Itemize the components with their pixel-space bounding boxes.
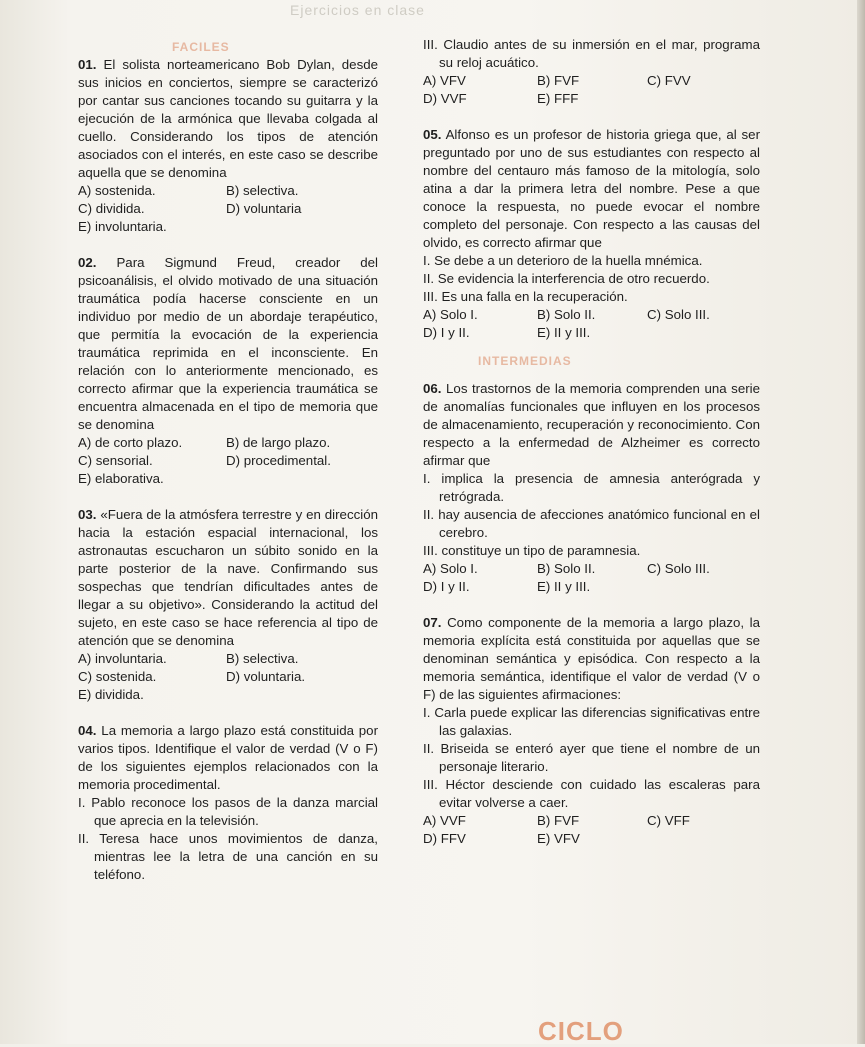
option-b[interactable]: B) FVF: [537, 813, 580, 828]
option-c[interactable]: C) Solo III.: [647, 561, 710, 576]
option-e[interactable]: E) involuntaria.: [78, 219, 167, 234]
statement-1: I. implica la presencia de amnesia anterógrada y retrógrada.: [423, 471, 760, 504]
option-a[interactable]: A) de corto plazo.: [78, 435, 183, 450]
option-b[interactable]: B) FVF: [537, 73, 580, 88]
option-e[interactable]: E) VFV: [537, 831, 580, 846]
option-d[interactable]: D) voluntaria: [226, 201, 302, 216]
question-number: 01.: [78, 57, 97, 72]
ciclo-logo: CICLO: [538, 1016, 624, 1046]
question-number: 02.: [78, 255, 97, 270]
statement-3: III. Es una falla en la recuperación.: [423, 289, 628, 304]
question-number: 07.: [423, 615, 442, 630]
option-d[interactable]: D) VVF: [423, 91, 467, 106]
option-e[interactable]: E) elaborativa.: [78, 471, 164, 486]
right-column: [423, 36, 760, 848]
option-b[interactable]: B) selectiva.: [226, 183, 299, 198]
option-c[interactable]: C) Solo III.: [647, 307, 710, 322]
question-03: [78, 506, 378, 704]
faded-header: Ejercicios en clase: [290, 2, 425, 18]
option-d[interactable]: D) FFV: [423, 831, 466, 846]
question-04: [78, 722, 378, 884]
option-a[interactable]: A) Solo I.: [423, 561, 478, 576]
option-d[interactable]: D) procedimental.: [226, 453, 331, 468]
option-a[interactable]: A) Solo I.: [423, 307, 478, 322]
left-column: [78, 56, 378, 884]
statement-1: I. Se debe a un deterioro de la huella mnémica.: [423, 253, 703, 268]
option-a[interactable]: A) involuntaria.: [78, 651, 167, 666]
statement-2: II. Se evidencia la interferencia de otro recuerdo.: [423, 271, 710, 286]
option-d[interactable]: D) voluntaria.: [226, 669, 306, 684]
question-stem: Para Sigmund Freud, creador del psicoanálisis, el olvido motivado de una situación traumática podía hacerse consciente en un individuo por medio de un abordaje terapéutico, que permitía la evocación de la experiencia traumática reprimida en el inconsciente. En relación con lo anteriormente mencionado, es correcto afirmar que la experiencia traumática se encuentra almacenada en el tipo de memoria que se denomina: [78, 255, 378, 432]
statement-3: III. Héctor desciende con cuidado las escaleras para evitar volverse a caer.: [423, 777, 760, 810]
statement-1: I. Pablo reconoce los pasos de la danza marcial que aprecia en la televisión.: [78, 795, 378, 828]
question-stem: El solista norteamericano Bob Dylan, desde sus inicios en conciertos, siempre se caracterizó por cantar sus canciones tocando su guitarra y la ejecución de la armónica que llevaba colgada al cuello. Considerando los tipos de atención asociados con el interés, en este caso se describe aquella que se denomina: [78, 57, 379, 180]
option-d[interactable]: D) I y II.: [423, 579, 470, 594]
option-d[interactable]: D) I y II.: [423, 325, 470, 340]
statement-2: II. Briseida se enteró ayer que tiene el nombre de un personaje literario.: [423, 741, 760, 774]
option-c[interactable]: C) sostenida.: [78, 669, 157, 684]
question-number: 03.: [78, 507, 97, 522]
question-07: [423, 614, 760, 848]
option-b[interactable]: B) Solo II.: [537, 561, 596, 576]
question-01: [78, 56, 378, 236]
option-a[interactable]: A) sostenida.: [78, 183, 156, 198]
statement-2: II. hay ausencia de afecciones anatómico funcional en el cerebro.: [423, 507, 760, 540]
question-stem: Alfonso es un profesor de historia griega que, al ser preguntado por uno de sus estudiantes con respecto al nombre del centauro más famoso de la mitología, solo atina a dar la primera letra del nombre. Pese a que conoce la respuesta, no puede evocar el nombre completo del personaje. Con respecto a las causas del olvido, es correcto afirmar que: [423, 127, 760, 250]
question-stem: Los trastornos de la memoria comprenden una serie de anomalías funcionales que influyen en los procesos de almacenamiento, recuperación y reconocimiento. Con respecto a la enfermedad de Alzheimer es correcto afirmar que: [423, 381, 760, 468]
option-c[interactable]: C) FVV: [647, 73, 691, 88]
statement-1: I. Carla puede explicar las diferencias significativas entre las galaxias.: [423, 705, 760, 738]
page-edge-shadow: [857, 0, 865, 1044]
question-number: 05.: [423, 127, 442, 142]
statement-3: III. constituye un tipo de paramnesia.: [423, 543, 641, 558]
option-e[interactable]: E) FFF: [537, 91, 579, 106]
section-label-intermediate: INTERMEDIAS: [478, 354, 572, 368]
option-b[interactable]: B) selectiva.: [226, 651, 299, 666]
option-a[interactable]: A) VVF: [423, 813, 466, 828]
question-02: [78, 254, 378, 488]
option-c[interactable]: C) sensorial.: [78, 453, 153, 468]
question-stem: La memoria a largo plazo está constituida por varios tipos. Identifique el valor de verdad (V o F) de los siguientes ejemplos relacionados con la memoria procedimental.: [78, 723, 378, 792]
option-c[interactable]: C) dividida.: [78, 201, 145, 216]
question-number: 04.: [78, 723, 97, 738]
option-b[interactable]: B) de largo plazo.: [226, 435, 331, 450]
statement-2: II. Teresa hace unos movimientos de danza, mientras lee la letra de una canción en su teléfono.: [78, 831, 378, 882]
question-05: [423, 126, 760, 342]
option-e[interactable]: E) dividida.: [78, 687, 144, 702]
option-c[interactable]: C) VFF: [647, 813, 690, 828]
question-stem: «Fuera de la atmósfera terrestre y en dirección hacia la estación espacial internacional, los astronautas escucharon un súbito sonido en la parte posterior de la nave. Confirmando sus sospechas que tendrían dificultades antes de llegar a su objetivo». Considerando la actitud del sujeto, en este caso se hace referencia al tipo de atención que se denomina: [78, 507, 378, 648]
option-e[interactable]: E) II y III.: [537, 579, 591, 594]
question-number: 06.: [423, 381, 442, 396]
option-e[interactable]: E) II y III.: [537, 325, 591, 340]
question-04-continued: [423, 36, 760, 108]
question-06: [423, 380, 760, 596]
option-a[interactable]: A) VFV: [423, 73, 466, 88]
statement-3: III. Claudio antes de su inmersión en el mar, programa su reloj acuático.: [423, 37, 760, 70]
section-label-basic: FACILES: [172, 40, 230, 54]
question-stem: Como componente de la memoria a largo plazo, la memoria explícita está constituida por aquellas que se denominan semántica y episódica. Con respecto a la memoria semántica, identifique el valor de verdad (V o F) de las siguientes afirmaciones:: [423, 615, 760, 702]
option-b[interactable]: B) Solo II.: [537, 307, 596, 322]
